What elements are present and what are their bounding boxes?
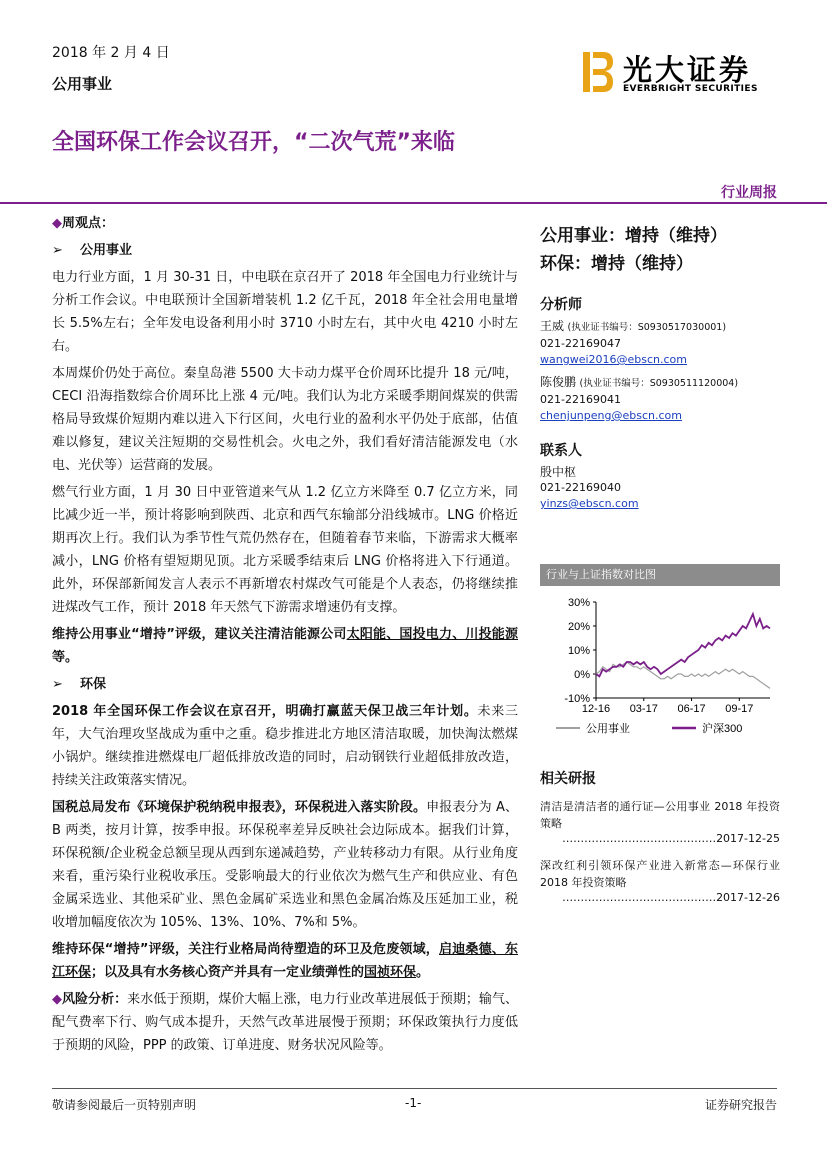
related-research	[540, 768, 780, 916]
y-tick-label: 30%	[567, 597, 590, 609]
x-tick-label: 03-17	[629, 703, 658, 715]
everbright-logo	[583, 52, 783, 96]
chart-title: 行业与上证指数对比图	[540, 564, 780, 586]
paragraph-coal: 本周煤价仍处于高位。秦皇岛港 5500 大卡动力煤平仓价周环比提升 18 元/吨，CECI 沿海指数综合价周环比上涨 4 元/吨。我们认为北方采暖季期间煤炭的供需格局导致煤价短期内难以进入下行区间，火电行业的盈利水平仍处于底部，估值难以修复，建议关注短期的交易性机会。火电之外，我们看好清洁能源发电（水电、光伏等）运营商的发展。	[52, 366, 518, 473]
paragraph-env-tax: 国税总局发布《环境保护税纳税申报表》，环保税进入落实阶段。申报表分为 A、B 两类，按月计算，按季申报。环保税率差异反映社会边际成本。据我们计算，环保税额/企业税金总额呈现从西到东递减趋势，产业转移动力有限。从行业角度来看，重污染行业税收承压。受影响最大的行业依次为燃气生产和供应业、有色金属采选业、其他采矿业、黑色金属矿采选业和黑色金属冶炼及压延加工业，税收增加幅度依次为 105%、13%、10%、7%和 5%。	[52, 800, 518, 930]
report-type: 行业周报	[721, 185, 777, 201]
related-item-1[interactable]: 清洁是清洁者的通行证—公用事业 2018 年投资策略	[540, 800, 780, 830]
stock-picks-env-1: 启迪桑德、东江环保	[52, 942, 518, 980]
contact-person	[540, 464, 780, 512]
analyst-2-email[interactable]: chenjunpeng@ebscn.com	[540, 409, 682, 422]
paragraph-utilities-rating: 维持公用事业“增持”评级，建议关注清洁能源公司太阳能、国投电力、川投能源等。	[52, 627, 518, 665]
sector-label: 公用事业	[52, 75, 113, 93]
analyst-2	[540, 374, 780, 424]
report-date: 2018 年 2 月 4 日	[52, 45, 170, 61]
paragraph-risk: ◆风险分析：来水低于预期，煤价大幅上涨，电力行业改革进展低于预期；输气、配气费率下行、购气成本提升，天然气改革进展慢于预期；环保政策执行力度低于预期的风险，PPP 的政策、订单进度、财务状况风险等。	[52, 992, 518, 1053]
analyst-1-name: 王威	[540, 319, 565, 333]
paragraph-gas: 燃气行业方面，1 月 30 日中亚管道来气从 1.2 亿立方米降至 0.7 亿立方米，同比减少近一半，预计将影响到陕西、北京和西气东输部分沿线城市。LNG 价格近期再次上行。我们认为季节性气荒仍然存在，但随着春节来临，下游需求大概率减小，LNG 价格有望短期见顶。北方采暖季结束后 LNG 价格将进入下行通道。此外，环保部新闻发言人表示不再新增农村煤改气可能是个人表态，仍将继续推进煤改气工作，预计 2018 年天然气下游需求增速仍有支撑。	[52, 485, 518, 615]
section-utilities-heading: ➢ 公用事业	[52, 239, 518, 262]
contact-email[interactable]: yinzs@ebscn.com	[540, 497, 639, 510]
footer-disclaimer: 敬请参阅最后一页特别声明	[52, 1098, 197, 1112]
legend-label-1: 公用事业	[586, 723, 630, 735]
arrow-bullet-icon: ➢	[52, 243, 63, 258]
analyst-1-tel: 021-22169047	[540, 337, 621, 350]
paragraph-power: 电力行业方面，1 月 30-31 日，中电联在京召开了 2018 年全国电力行业统计与分析工作会议。中电联预计全国新增装机 1.2 亿千瓦，2018 年全社会用电量增长 5.5%左右；全年发电设备利用小时 3710 小时左右，其中火电 4210 小时左右。	[52, 270, 518, 354]
analyst-1-cert: (执业证书编号：S0930517030001)	[567, 322, 727, 333]
contact-tel: 021-22169040	[540, 481, 621, 494]
comparison-chart	[540, 564, 780, 744]
arrow-bullet-icon: ➢	[52, 677, 63, 692]
series-line-2	[596, 614, 770, 676]
stock-picks-env-2: 国祯环保	[364, 965, 417, 980]
diamond-bullet-icon: ◆	[52, 992, 63, 1007]
related-item-1-date: ……………………………………2017-12-25	[562, 832, 780, 845]
main-content	[52, 212, 518, 1061]
footer-divider	[52, 1088, 777, 1089]
weekly-view-heading: ◆周观点：	[52, 216, 115, 231]
y-tick-label: -10%	[564, 693, 590, 705]
x-tick-label: 12-16	[581, 703, 611, 715]
analyst-2-cert: (执业证书编号：S0930511120004)	[579, 378, 739, 389]
legend-label-2: 沪深300	[702, 723, 743, 735]
report-title: 全国环保工作会议召开，“二次气荒”来临	[52, 130, 455, 155]
analyst-2-name: 陈俊鹏	[540, 375, 577, 389]
analyst-2-tel: 021-22169041	[540, 393, 621, 406]
header-divider	[0, 202, 827, 204]
stock-picks-utilities: 太阳能、国投电力、川投能源	[346, 627, 518, 642]
contact-name: 殷中枢	[540, 465, 577, 479]
x-tick-label: 09-17	[725, 703, 754, 715]
analyst-1	[540, 318, 780, 368]
diamond-bullet-icon: ◆	[52, 216, 62, 231]
logo-english-text: EVERBRIGHT SECURITIES	[623, 84, 758, 94]
section-environment-heading: ➢ 环保	[52, 673, 518, 696]
rating-environment: 环保：增持（维持）	[540, 254, 693, 274]
footer-report-label: 证券研究报告	[704, 1098, 777, 1112]
y-tick-label: 0%	[574, 669, 590, 681]
related-heading: 相关研报	[540, 771, 596, 787]
paragraph-env-rating: 维持环保“增持”评级，关注行业格局尚待塑造的环卫及危废领域，启迪桑德、东江环保；以及具有水务核心资产并具有一定业绩弹性的国祯环保。	[52, 942, 518, 980]
contact-heading: 联系人	[540, 443, 582, 459]
x-tick-label: 06-17	[677, 703, 706, 715]
related-item-2-date: ……………………………………2017-12-26	[562, 891, 780, 904]
related-item-2[interactable]: 深改红利引领环保产业进入新常态—环保行业 2018 年投资策略	[540, 859, 780, 889]
sidebar	[540, 222, 780, 512]
logo-chinese-text: 光大证券	[623, 53, 752, 87]
y-tick-label: 20%	[567, 621, 590, 633]
page-number: -1-	[405, 1096, 422, 1110]
analyst-1-email[interactable]: wangwei2016@ebscn.com	[540, 353, 687, 366]
paragraph-env-meeting: 2018 年全国环保工作会议在京召开，明确打赢蓝天保卫战三年计划。未来三年，大气治理攻坚战成为重中之重。稳步推进北方地区清洁取暖，加快淘汰燃煤小锅炉。继续推进燃煤电厂超低排放改造的同时，启动钢铁行业超低排放改造，持续关注政策落实情况。	[52, 704, 518, 788]
chart-svg	[540, 586, 780, 744]
logo-mark-icon	[583, 52, 613, 92]
analyst-heading: 分析师	[540, 297, 582, 313]
rating-utilities: 公用事业：增持（维持）	[540, 226, 727, 246]
y-tick-label: 10%	[567, 645, 590, 657]
